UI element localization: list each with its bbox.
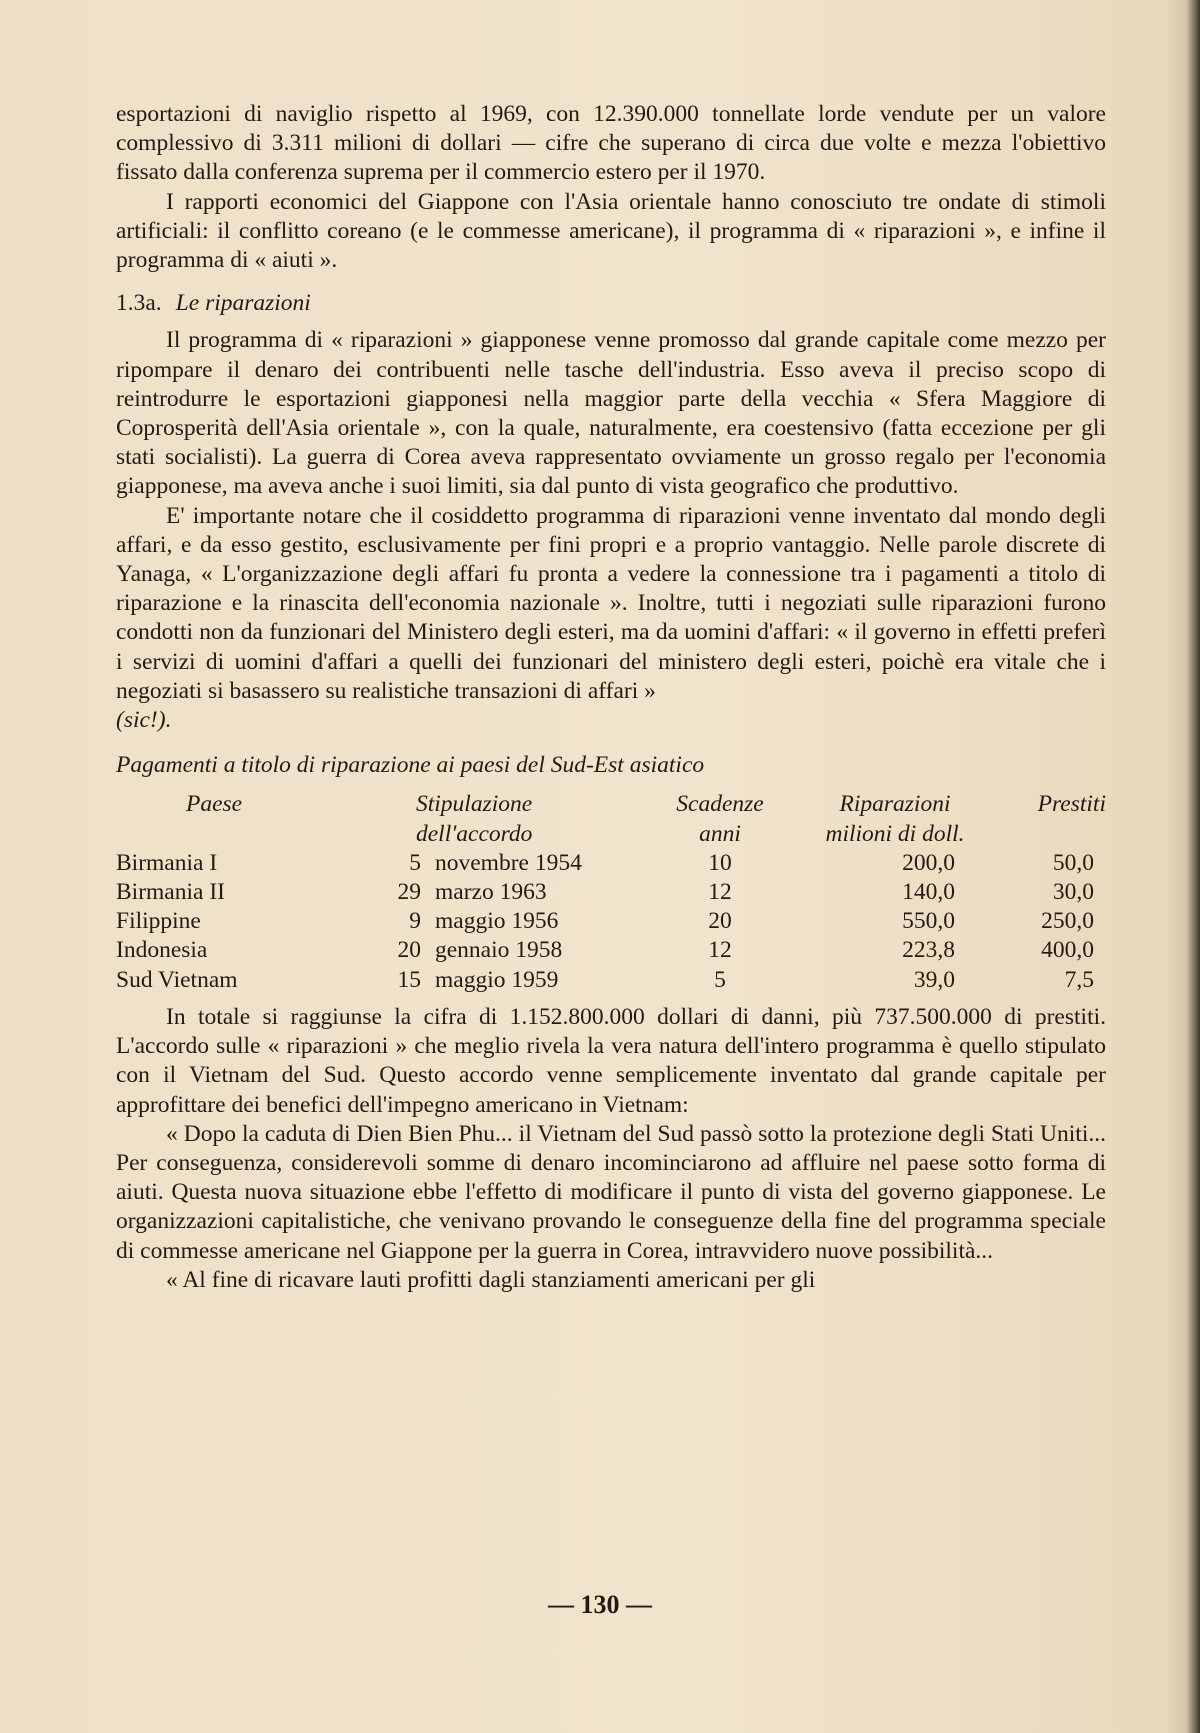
paragraph: Il programma di « riparazioni » giapponese venne promosso dal grande capitale come mezzo per ripompare il denaro dei contribuenti nelle tasche dell'industria. Esso aveva il preciso scopo di reintrodurre le esportazioni giapponesi nella maggior parte della vecchia « Sfera Maggiore di Coprosperità dell'Asia orientale », con la quale, naturalmente, era coestensivo (fatta eccezione per gli stati socialisti). La guerra di Corea aveva rappresentato ovviamente un grosso regalo per l'economia giapponese, ma aveva anche i suoi limiti, sia dal punto di vista geografico che produttivo. <box>116 327 1106 500</box>
cell-giorno: 29 <box>397 879 421 906</box>
cell-giorno: 9 <box>409 908 421 935</box>
cell-scadenze: 5 <box>714 966 726 993</box>
cell-riparazioni: 140,0 <box>902 879 955 906</box>
paragraph: In totale si raggiunse la cifra di 1.152.800.000 dollari di danni, più 737.500.000 di prestiti. L'accordo sulle « riparazioni » che meglio rivela la vera natura dell'intero programma è quello stipulato con il Vietnam del Sud. Questo accordo venne semplicemente inventato dal grande capitale per approfittare dei benefici dell'impegno americano in Vietnam: <box>116 1003 1106 1118</box>
header-paese: Paese <box>186 791 243 818</box>
cell-giorno: 20 <box>397 937 421 964</box>
section-title: Le riparazioni <box>175 290 311 317</box>
header-scadenze: Scadenze anni <box>676 791 764 847</box>
cell-riparazioni: 200,0 <box>902 849 955 876</box>
page-number: — 130 — <box>548 1590 652 1619</box>
quote-paragraph: « Dopo la caduta di Dien Bien Phu... il Vietnam del Sud passò sotto la protezione degli Stati Uniti... Per conseguenza, considerevoli somme di denaro incominciarono ad affluire nel paese sotto forma di aiuti. Questa nuova situazione ebbe l'effetto di modificare il punto di vista del governo giapponese. Le organizzazioni capitalistiche, che venivano provando le conseguenze della fine del programma speciale di commesse americane nel Giappone per la guerra in Corea, intravvidero nuove possibilità... <box>116 1120 1106 1264</box>
cell-paese: Filippine <box>116 908 201 935</box>
paragraph <box>116 502 1106 706</box>
cell-data: maggio 1959 <box>435 966 559 993</box>
cell-data: novembre 1954 <box>435 849 582 876</box>
cell-prestiti: 30,0 <box>1052 879 1094 906</box>
cell-paese: Indonesia <box>116 937 208 964</box>
paragraph-text: E' importante notare che il cosiddetto programma di riparazioni venne inventato dal mondo degli affari, e da esso gestito, esclusivamente per fini propri e a proprio vantaggio. Nelle parole discrete di Yanaga, « L'organizzazione degli affari fu pronta a vedere la connessione tra i pagamenti a titolo di riparazione e la rinascita dell'economia nazionale ». Inoltre, tutti i negoziati sulle riparazioni furono condotti non da funzionari del Ministero degli esteri, ma da uomini d'affari: « il governo in effetti preferì i servizi di uomini d'affari a quelli dei funzionari del ministero degli esteri, poichè era vitale che i negoziati si basassero su realistiche transazioni di affari » <box>116 502 1106 704</box>
section-heading <box>116 289 1106 318</box>
table-row <box>116 966 1106 995</box>
cell-paese: Sud Vietnam <box>116 966 238 993</box>
cell-prestiti: 50,0 <box>1052 849 1094 876</box>
cell-scadenze: 10 <box>708 849 732 876</box>
cell-data: marzo 1963 <box>435 879 547 906</box>
page-edge-shadow <box>1186 0 1200 1733</box>
cell-scadenze: 12 <box>708 879 732 906</box>
paragraph: I rapporti economici del Giappone con l'Asia orientale hanno conosciuto tre ondate di stimoli artificiali: il conflitto coreano (e le commesse americane), il programma di « riparazioni », e infine il programma di « aiuti ». <box>116 188 1106 274</box>
table-row <box>116 936 1106 965</box>
table-row <box>116 878 1106 907</box>
cell-data: maggio 1956 <box>435 908 559 935</box>
header-riparazioni: Riparazioni milioni di doll. <box>825 791 965 847</box>
cell-scadenze: 12 <box>708 937 732 964</box>
cell-riparazioni: 39,0 <box>913 966 955 993</box>
sic-note: (sic!). <box>116 707 172 734</box>
table-row <box>116 907 1106 936</box>
header-prestiti: Prestiti <box>1037 791 1106 818</box>
cell-data: gennaio 1958 <box>435 937 563 964</box>
cell-prestiti: 7,5 <box>1064 966 1094 993</box>
cell-paese: Birmania I <box>116 849 218 876</box>
cell-prestiti: 250,0 <box>1041 908 1094 935</box>
section-number: 1.3a. <box>116 290 162 317</box>
reparations-table <box>116 790 1106 994</box>
paragraph: esportazioni di naviglio rispetto al 1969, con 12.390.000 tonnellate lorde vendute per un valore complessivo di 3.311 milioni di dollari — cifre che superano di circa due volte e mezza l'obiettivo fissato dalla conferenza suprema per il commercio estero per il 1970. <box>116 101 1106 186</box>
table-header-row <box>116 790 1106 848</box>
quote-paragraph: « Al fine di ricavare lauti profitti dagli stanziamenti americani per gli <box>166 1266 816 1293</box>
header-stipulazione: Stipulazione dell'accordo <box>416 791 533 847</box>
cell-paese: Birmania II <box>116 879 225 906</box>
table-caption: Pagamenti a titolo di riparazione ai paesi del Sud-Est asiatico <box>116 752 705 779</box>
page-body <box>116 100 1106 1295</box>
cell-giorno: 5 <box>409 849 421 876</box>
cell-scadenze: 20 <box>708 908 732 935</box>
cell-prestiti: 400,0 <box>1041 937 1094 964</box>
cell-riparazioni: 550,0 <box>902 908 955 935</box>
cell-riparazioni: 223,8 <box>902 937 955 964</box>
cell-giorno: 15 <box>397 966 421 993</box>
table-row <box>116 849 1106 878</box>
